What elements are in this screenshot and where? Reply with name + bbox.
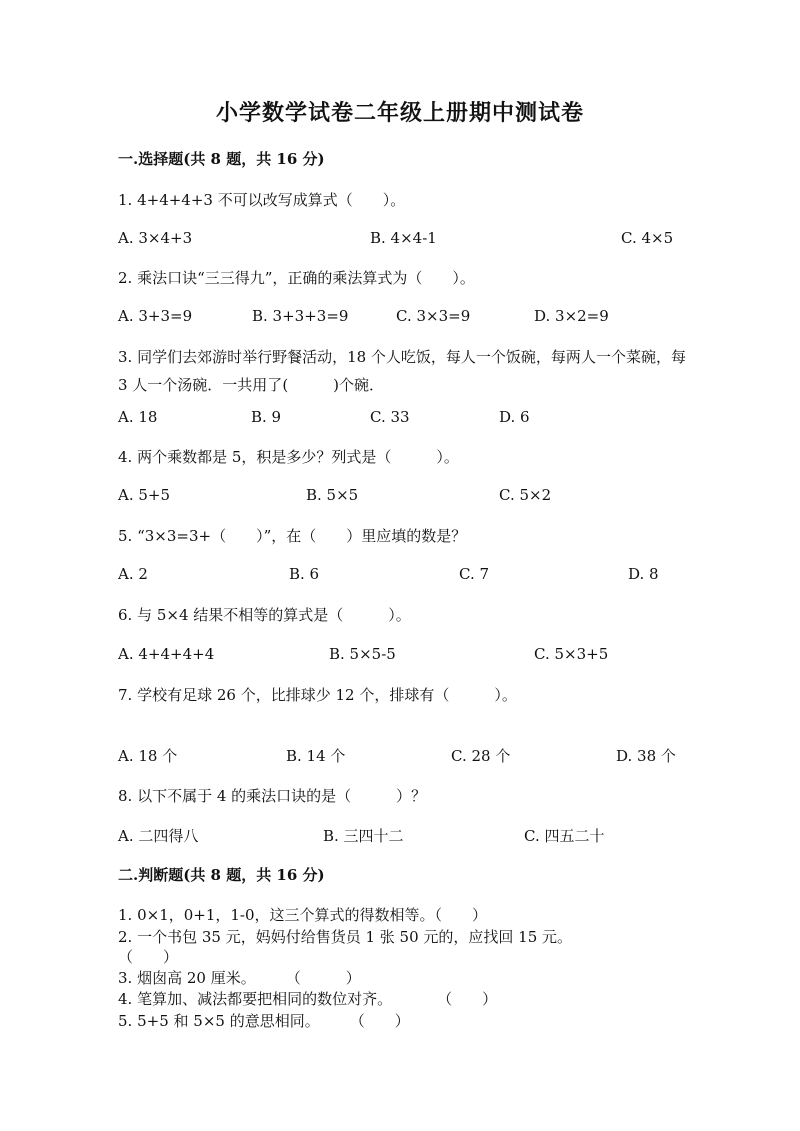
question-option: A. 2 <box>118 565 148 583</box>
question-option: A. 18 个 <box>118 747 178 765</box>
question-text: 8. 以下不属于 4 的乘法口诀的是（ ）？ <box>118 787 427 805</box>
section-heading-choice: 一.选择题(共 8 题，共 16 分) <box>118 150 325 168</box>
question-option: C. 5×3+5 <box>534 645 609 663</box>
question-option: D. 6 <box>499 408 530 426</box>
question-option: A. 18 <box>118 408 158 426</box>
question-text: 4. 两个乘数都是 5，积是多少？列式是（ ）。 <box>118 448 459 466</box>
question-option: D. 8 <box>628 565 659 583</box>
question-text: 5. “3×3=3+（ ）”，在（ ）里应填的数是？ <box>118 527 467 545</box>
question-text: 2. 乘法口诀“三三得九”，正确的乘法算式为（ ）。 <box>118 269 475 287</box>
question-option: C. 4×5 <box>621 229 674 247</box>
judgment-item: 4. 笔算加、减法都要把相同的数位对齐。 （ ） <box>118 990 498 1008</box>
judgment-item: 3. 烟囱高 20 厘米。 （ ） <box>118 969 361 987</box>
question-option: C. 28 个 <box>451 747 511 765</box>
judgment-item: 2. 一个书包 35 元，妈妈付给售货员 1 张 50 元的，应找回 15 元。 <box>118 928 573 946</box>
question-option: C. 5×2 <box>499 486 552 504</box>
question-option: B. 9 <box>251 408 282 426</box>
question-option: B. 4×4-1 <box>370 229 437 247</box>
question-option: B. 5×5-5 <box>329 645 396 663</box>
question-text: 3. 同学们去郊游时举行野餐活动，18 个人吃饭，每人一个饭碗，每两人一个菜碗，每 3 人一个汤碗．一共用了( )个碗． <box>118 348 691 394</box>
question-option: C. 3×3=9 <box>396 307 471 325</box>
question-text: 7. 学校有足球 26 个，比排球少 12 个，排球有（ ）。 <box>118 686 517 704</box>
question-option: B. 3+3+3=9 <box>252 307 349 325</box>
question-option: A. 3+3=9 <box>118 307 193 325</box>
question-option: A. 3×4+3 <box>118 229 193 247</box>
page-title: 小学数学试卷二年级上册期中测试卷 <box>215 100 584 126</box>
question-text: 6. 与 5×4 结果不相等的算式是（ ）。 <box>118 606 411 624</box>
judgment-item: （ ） <box>118 948 179 966</box>
question-option: B. 5×5 <box>306 486 359 504</box>
judgment-item: 5. 5+5 和 5×5 的意思相同。 （ ） <box>118 1012 410 1030</box>
question-option: A. 4+4+4+4 <box>118 645 215 663</box>
question-option: D. 38 个 <box>616 747 676 765</box>
question-option: A. 5+5 <box>118 486 171 504</box>
question-option: C. 四五二十 <box>524 827 605 845</box>
question-option: D. 3×2=9 <box>534 307 609 325</box>
question-option: C. 33 <box>370 408 410 426</box>
question-option: B. 14 个 <box>286 747 346 765</box>
section-heading-judgment: 二.判断题(共 8 题，共 16 分) <box>118 866 325 884</box>
question-option: A. 二四得八 <box>118 827 199 845</box>
question-option: B. 三四十二 <box>323 827 404 845</box>
question-option: B. 6 <box>289 565 320 583</box>
question-text: 1. 4+4+4+3 不可以改写成算式（ ）。 <box>118 191 406 209</box>
judgment-item: 1. 0×1，0+1，1-0，这三个算式的得数相等。（ ） <box>118 906 488 924</box>
question-option: C. 7 <box>459 565 490 583</box>
